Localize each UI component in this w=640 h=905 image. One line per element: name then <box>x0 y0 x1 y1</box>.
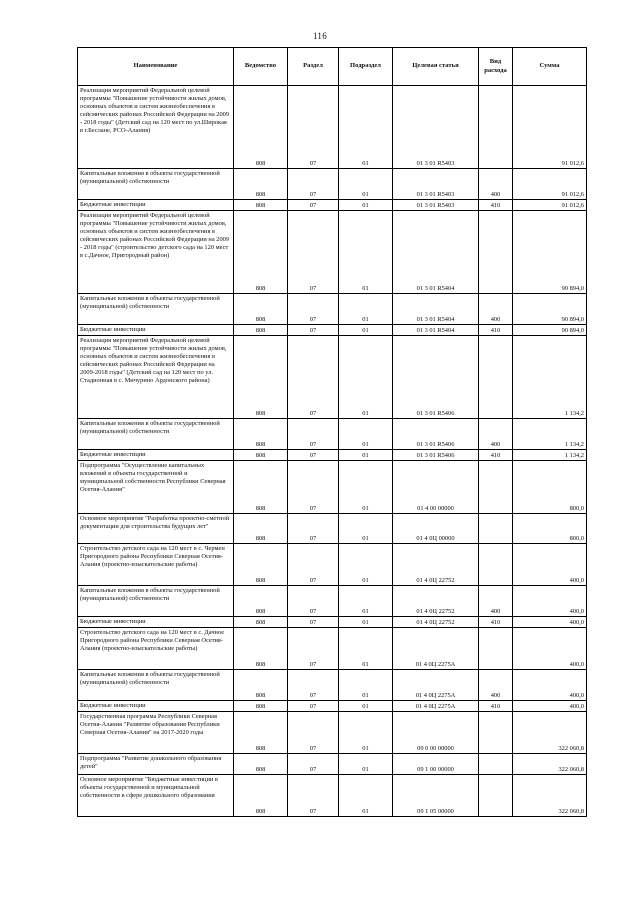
row-amount: 400,0 <box>513 586 587 617</box>
row-dept: 808 <box>234 514 288 544</box>
table-row <box>78 712 587 754</box>
header-row <box>78 48 587 86</box>
table-row <box>78 450 587 461</box>
row-name: Реализация мероприятий Федеральной целевой программы "Повышение устойчивости жилых домов, основных объектов и систем жизнеобеспечения в сейсмических районах Российской Федерации на 2009 - 2018 годы" (строительство детского сада на 120 мест в с.Дачное, Пригородный район) <box>78 211 234 294</box>
row-target: 01 3 01 R5404 <box>393 325 479 336</box>
row-exp-type: 400 <box>479 670 513 701</box>
table-row <box>78 544 587 586</box>
row-target: 01 4 0Ц 22752 <box>393 617 479 628</box>
row-name: Капитальные вложения в объекты государственной (муниципальной) собственности <box>78 294 234 325</box>
row-dept: 808 <box>234 628 288 670</box>
row-target: 01 3 01 R5404 <box>393 294 479 325</box>
row-target: 09 0 00 00000 <box>393 712 479 754</box>
row-subsection: 01 <box>339 628 393 670</box>
row-dept: 808 <box>234 754 288 775</box>
row-target: 01 4 00 00000 <box>393 461 479 514</box>
table-row <box>78 754 587 775</box>
row-exp-type <box>479 754 513 775</box>
row-target: 01 3 01 R5406 <box>393 450 479 461</box>
row-target: 01 4 0Ц 22752 <box>393 544 479 586</box>
row-section: 07 <box>288 617 339 628</box>
row-exp-type: 400 <box>479 294 513 325</box>
row-subsection: 01 <box>339 419 393 450</box>
row-amount: 1 134,2 <box>513 419 587 450</box>
row-subsection: 01 <box>339 450 393 461</box>
table-row <box>78 211 587 294</box>
row-name: Реализация мероприятий Федеральной целевой программы "Повышение устойчивости жилых домов, основных объектов и систем жизнеобеспечения в сейсмических районах Российской Федерации на 2009 - 2018 годы" (Детский сад на 120 мест по ул.Широкая в г.Беслане, РСО-Алания) <box>78 86 234 169</box>
row-target: 09 1 05 00000 <box>393 775 479 817</box>
row-exp-type: 410 <box>479 200 513 211</box>
row-name: Капитальные вложения в объекты государственной (муниципальной) собственности <box>78 670 234 701</box>
header-exp-type: Вид расхода <box>479 48 513 86</box>
row-section: 07 <box>288 775 339 817</box>
row-name: Строительство детского сада на 120 мест в с. Дачное Пригородного района Республики Северная Осетия-Алания (проектно-изыскательские работы) <box>78 628 234 670</box>
row-amount: 400,0 <box>513 544 587 586</box>
row-target: 01 4 0Ц 2275А <box>393 628 479 670</box>
row-amount: 90 894,0 <box>513 325 587 336</box>
row-exp-type <box>479 712 513 754</box>
row-subsection: 01 <box>339 712 393 754</box>
row-name: Основное мероприятие "Разработка проектно-сметной документации для строительства будущих лет" <box>78 514 234 544</box>
row-subsection: 01 <box>339 336 393 419</box>
row-dept: 808 <box>234 200 288 211</box>
row-name: Бюджетные инвестиции <box>78 701 234 712</box>
row-exp-type: 410 <box>479 701 513 712</box>
row-amount: 90 894,0 <box>513 294 587 325</box>
row-subsection: 01 <box>339 200 393 211</box>
row-name: Бюджетные инвестиции <box>78 200 234 211</box>
row-name: Бюджетные инвестиции <box>78 325 234 336</box>
table-row <box>78 617 587 628</box>
row-dept: 808 <box>234 701 288 712</box>
row-name: Капитальные вложения в объекты государственной (муниципальной) собственности <box>78 586 234 617</box>
row-subsection: 01 <box>339 514 393 544</box>
row-exp-type <box>479 514 513 544</box>
row-section: 07 <box>288 419 339 450</box>
row-name: Строительство детского сада на 120 мест в с. Чермен Пригородного района Республики Северная Осетия-Алания (проектно-изыскательские работы) <box>78 544 234 586</box>
row-exp-type: 400 <box>479 419 513 450</box>
row-section: 07 <box>288 544 339 586</box>
row-subsection: 01 <box>339 294 393 325</box>
row-subsection: 01 <box>339 701 393 712</box>
row-name: Капитальные вложения в объекты государственной (муниципальной) собственности <box>78 419 234 450</box>
row-section: 07 <box>288 211 339 294</box>
row-amount: 91 012,6 <box>513 200 587 211</box>
row-subsection: 01 <box>339 670 393 701</box>
row-name: Бюджетные инвестиции <box>78 617 234 628</box>
row-dept: 808 <box>234 169 288 200</box>
row-subsection: 01 <box>339 544 393 586</box>
row-subsection: 01 <box>339 617 393 628</box>
header-amount: Сумма <box>513 48 587 86</box>
row-target: 01 3 01 R5403 <box>393 200 479 211</box>
table-row <box>78 775 587 817</box>
row-section: 07 <box>288 701 339 712</box>
budget-table <box>77 47 587 817</box>
row-target: 01 4 0Ц 2275А <box>393 670 479 701</box>
row-dept: 808 <box>234 325 288 336</box>
table-row <box>78 419 587 450</box>
header-target: Целевая статья <box>393 48 479 86</box>
row-exp-type <box>479 86 513 169</box>
row-subsection: 01 <box>339 775 393 817</box>
row-target: 01 4 0Ц 2275А <box>393 701 479 712</box>
row-dept: 808 <box>234 294 288 325</box>
row-exp-type: 400 <box>479 586 513 617</box>
row-exp-type <box>479 336 513 419</box>
table-row <box>78 461 587 514</box>
row-dept: 808 <box>234 586 288 617</box>
row-name: Основное мероприятие "Бюджетные инвестиции в объекты государственной и муниципальной собственности в сфере дошкольного образования <box>78 775 234 817</box>
row-amount: 91 012,6 <box>513 86 587 169</box>
row-section: 07 <box>288 294 339 325</box>
row-dept: 808 <box>234 544 288 586</box>
row-name: Бюджетные инвестиции <box>78 450 234 461</box>
row-exp-type: 410 <box>479 450 513 461</box>
row-subsection: 01 <box>339 754 393 775</box>
row-section: 07 <box>288 586 339 617</box>
row-subsection: 01 <box>339 325 393 336</box>
row-subsection: 01 <box>339 586 393 617</box>
row-dept: 808 <box>234 712 288 754</box>
row-section: 07 <box>288 628 339 670</box>
row-subsection: 01 <box>339 169 393 200</box>
table-row <box>78 628 587 670</box>
row-section: 07 <box>288 670 339 701</box>
row-section: 07 <box>288 461 339 514</box>
row-dept: 808 <box>234 211 288 294</box>
row-section: 07 <box>288 712 339 754</box>
table-row <box>78 294 587 325</box>
row-amount: 400,0 <box>513 670 587 701</box>
row-name: Реализация мероприятий Федеральной целевой программы "Повышение устойчивости жилых домов, основных объектов и систем жизнеобеспечения в сейсмических районах Российской Федерации на 2009-2018 годы" (Детский сад на 120 мест по ул. Стадионная в с. Мичурино Ардонского района) <box>78 336 234 419</box>
row-target: 01 4 0Ц 22752 <box>393 586 479 617</box>
row-dept: 808 <box>234 450 288 461</box>
row-name: Капитальные вложения в объекты государственной (муниципальной) собственности <box>78 169 234 200</box>
table-row <box>78 200 587 211</box>
row-target: 01 4 0Ц 00000 <box>393 514 479 544</box>
row-amount: 800,0 <box>513 514 587 544</box>
row-target: 01 3 01 R5403 <box>393 86 479 169</box>
row-dept: 808 <box>234 461 288 514</box>
row-section: 07 <box>288 200 339 211</box>
row-subsection: 01 <box>339 86 393 169</box>
row-target: 01 3 01 R5403 <box>393 169 479 200</box>
row-amount: 400,0 <box>513 628 587 670</box>
table-row <box>78 325 587 336</box>
row-exp-type: 410 <box>479 325 513 336</box>
row-amount: 400,0 <box>513 701 587 712</box>
row-dept: 808 <box>234 336 288 419</box>
row-exp-type: 400 <box>479 169 513 200</box>
row-amount: 322 060,8 <box>513 775 587 817</box>
table-row <box>78 670 587 701</box>
header-subsection: Подраздел <box>339 48 393 86</box>
row-section: 07 <box>288 754 339 775</box>
row-amount: 400,0 <box>513 617 587 628</box>
row-target: 01 3 01 R5404 <box>393 211 479 294</box>
row-section: 07 <box>288 86 339 169</box>
row-section: 07 <box>288 514 339 544</box>
row-amount: 800,0 <box>513 461 587 514</box>
row-target: 01 3 01 R5406 <box>393 419 479 450</box>
row-amount: 322 060,8 <box>513 754 587 775</box>
row-dept: 808 <box>234 86 288 169</box>
row-dept: 808 <box>234 670 288 701</box>
row-exp-type <box>479 628 513 670</box>
row-section: 07 <box>288 450 339 461</box>
table-row <box>78 586 587 617</box>
row-dept: 808 <box>234 775 288 817</box>
table-row <box>78 514 587 544</box>
row-subsection: 01 <box>339 461 393 514</box>
row-target: 09 1 00 00000 <box>393 754 479 775</box>
row-exp-type: 410 <box>479 617 513 628</box>
row-exp-type <box>479 211 513 294</box>
row-target: 01 3 01 R5406 <box>393 336 479 419</box>
table-row <box>78 169 587 200</box>
table-row <box>78 336 587 419</box>
table-row <box>78 701 587 712</box>
row-section: 07 <box>288 169 339 200</box>
row-exp-type <box>479 775 513 817</box>
row-amount: 1 134,2 <box>513 450 587 461</box>
row-dept: 808 <box>234 617 288 628</box>
row-name: Государственная программа Республики Северная Осетия-Алания "Развитие образования Республики Северная Осетия-Алания" на 2017-2020 годы <box>78 712 234 754</box>
row-exp-type <box>479 544 513 586</box>
header-name: Наименование <box>78 48 234 86</box>
row-dept: 808 <box>234 419 288 450</box>
table-row <box>78 86 587 169</box>
header-dept: Ведомство <box>234 48 288 86</box>
row-subsection: 01 <box>339 211 393 294</box>
row-name: Подпрограмма "Развитие дошкольного образования детей" <box>78 754 234 775</box>
row-name: Подпрограмма "Осуществление капитальных вложений в объекты государственной и муниципальной собственности Республики Северная Осетия-Алания" <box>78 461 234 514</box>
page-number: 116 <box>312 31 328 41</box>
row-amount: 90 894,0 <box>513 211 587 294</box>
row-section: 07 <box>288 336 339 419</box>
row-amount: 322 060,8 <box>513 712 587 754</box>
row-amount: 1 134,2 <box>513 336 587 419</box>
header-section: Раздел <box>288 48 339 86</box>
row-section: 07 <box>288 325 339 336</box>
row-amount: 91 012,6 <box>513 169 587 200</box>
row-exp-type <box>479 461 513 514</box>
